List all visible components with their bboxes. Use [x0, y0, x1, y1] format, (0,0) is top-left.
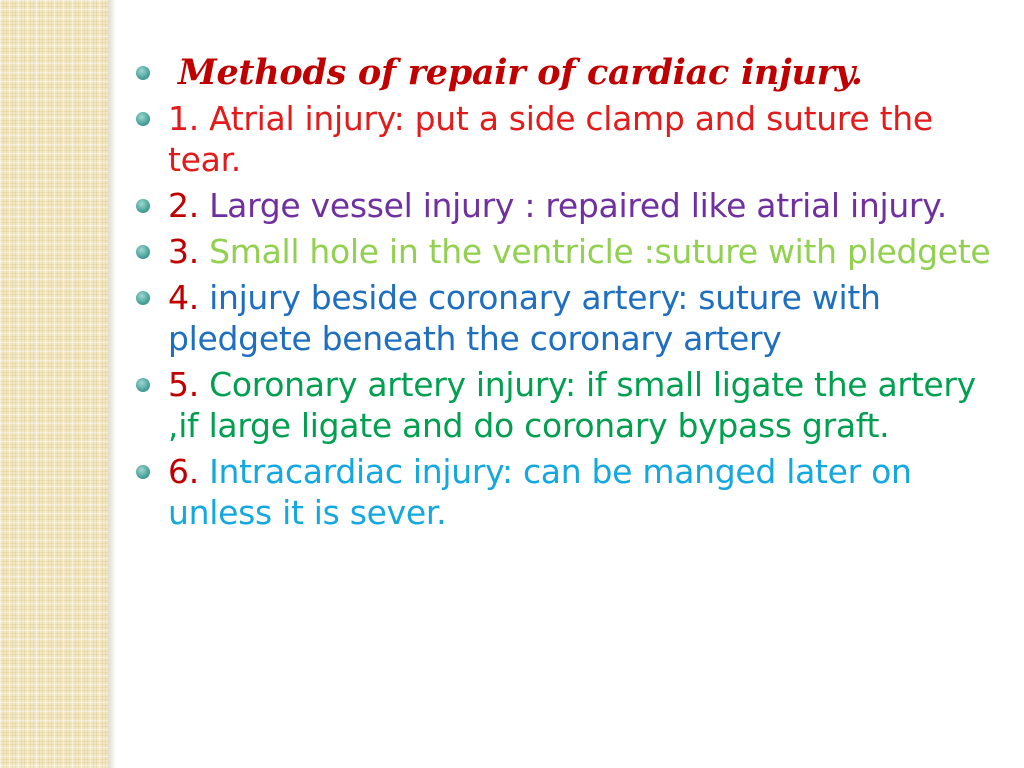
item-number: 3. — [168, 232, 199, 271]
bullet-icon — [136, 378, 150, 392]
item-text: Coronary artery injury: if small ligate the artery ,if large ligate and do coronary bypass graft. — [168, 365, 976, 445]
bullet-icon — [136, 112, 150, 126]
list-item-4 — [136, 277, 996, 359]
item-text: Intracardiac injury: can be manged later on unless it is sever. — [168, 452, 912, 532]
item-text: Atrial injury: put a side clamp and suture the tear. — [168, 99, 933, 179]
bullet-list — [136, 52, 996, 538]
heading-item — [136, 52, 996, 93]
item-number: 1. — [168, 99, 199, 138]
slide-heading: Methods of repair of cardiac injury. — [178, 52, 863, 93]
item-number: 5. — [168, 365, 199, 404]
bullet-icon — [136, 66, 150, 80]
item-text: injury beside coronary artery: suture with pledgete beneath the coronary artery — [168, 278, 881, 358]
strip-shadow — [108, 0, 116, 768]
list-item-6 — [136, 451, 996, 533]
bullet-icon — [136, 291, 150, 305]
bullet-icon — [136, 245, 150, 259]
list-item-2 — [136, 185, 996, 226]
item-number: 2. — [168, 186, 199, 225]
item-text: Large vessel injury : repaired like atrial injury. — [198, 186, 947, 225]
item-number: 4. — [168, 278, 199, 317]
item-number: 6. — [168, 452, 199, 491]
list-item-5 — [136, 364, 996, 446]
item-text: Small hole in the ventricle :suture with pledgete — [198, 232, 991, 271]
list-item-1 — [136, 98, 996, 180]
bullet-icon — [136, 199, 150, 213]
list-item-3 — [136, 231, 996, 272]
decorative-side-strip — [0, 0, 108, 768]
bullet-icon — [136, 465, 150, 479]
